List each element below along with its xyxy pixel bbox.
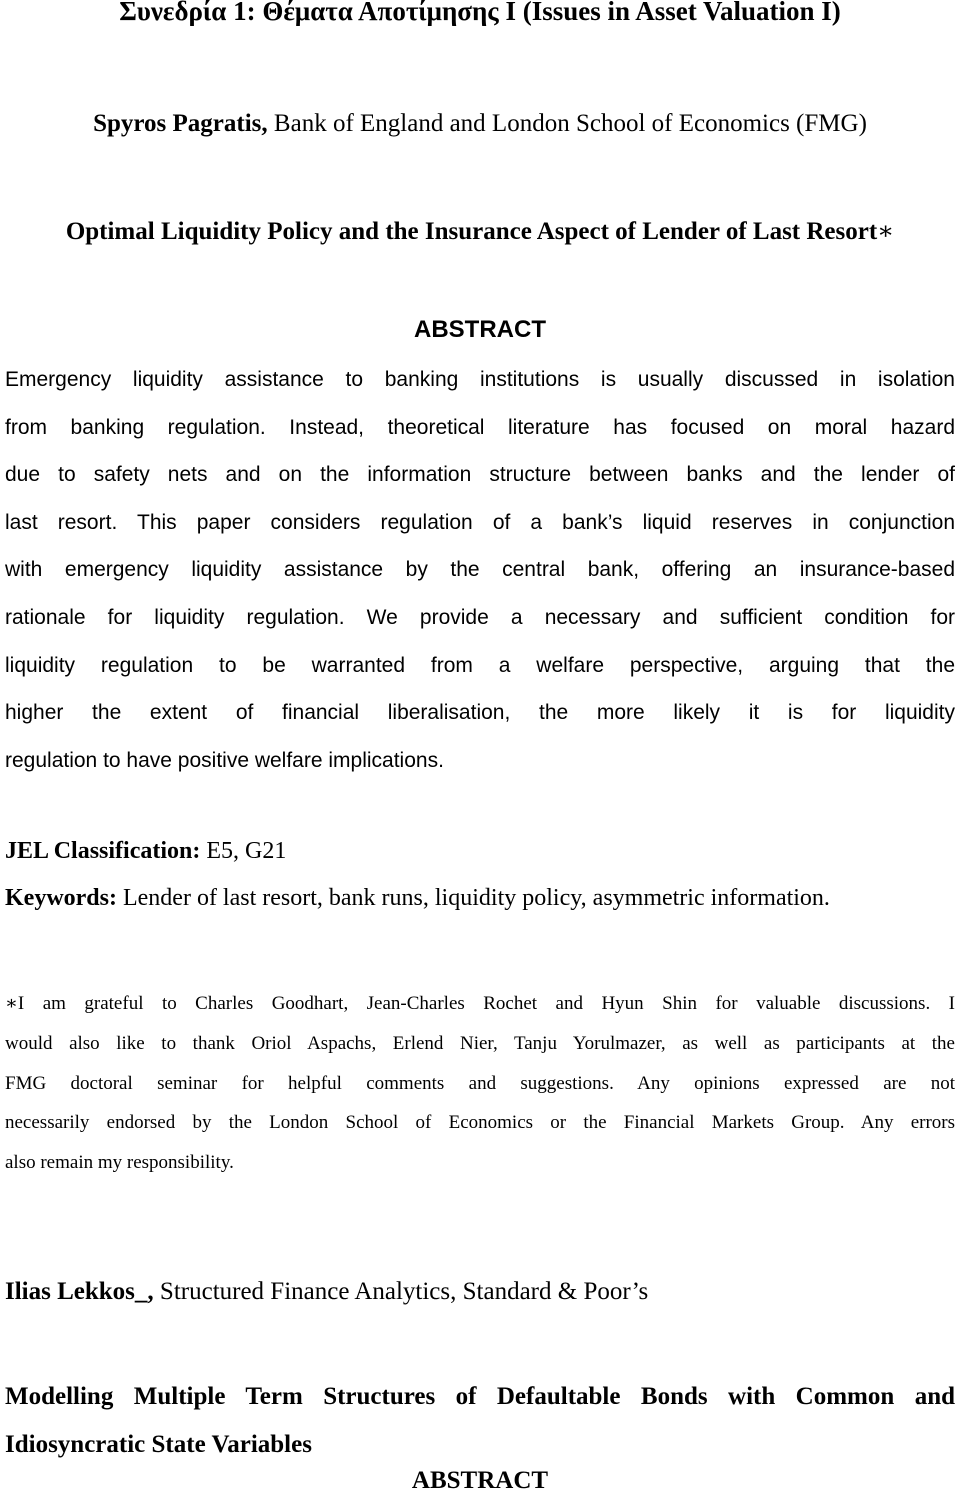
footnote-line-text: I am grateful to Charles Goodhart, Jean-Charles Rochet and Hyun Shin for valuable discussions. I [17, 993, 955, 1014]
paper1-author-line [0, 110, 960, 138]
paper1-title [0, 216, 960, 246]
keywords-label: Keywords: [5, 885, 117, 911]
abstract-line: liquidity regulation to be warranted from a welfare perspective, arguing that the [5, 653, 955, 677]
paper1-affiliation: Bank of England and London School of Economics (FMG) [267, 110, 867, 137]
paper2-author-name: Ilias Lekkos_, [5, 1278, 154, 1305]
abstract-line: rationale for liquidity regulation. We provide a necessary and sufficient condition for [5, 605, 955, 629]
jel-label: JEL Classification: [5, 838, 201, 864]
paper2-affiliation: Structured Finance Analytics, Standard & Poor’s [153, 1278, 649, 1305]
abstract-line: higher the extent of financial liberalisation, the more likely it is for liquidity [5, 701, 955, 725]
abstract-line: from banking regulation. Instead, theoretical literature has focused on moral hazard [5, 415, 955, 439]
paper2-abstract-heading: ABSTRACT [411, 1467, 549, 1494]
paper1-footnote [5, 984, 955, 1183]
abstract-line: regulation to have positive welfare implications. [5, 748, 444, 772]
paper1-abstract-body [5, 356, 955, 784]
paper2-author-line [5, 1278, 955, 1306]
paper2-title [5, 1373, 955, 1469]
session-title: Συνεδρία 1: Θέματα Αποτίμησης Ι (Issues in Asset Valuation I) [119, 0, 841, 26]
abstract-line: Emergency liquidity assistance to banking institutions is usually discussed in isolation [5, 368, 955, 391]
abstract-line: due to safety nets and on the information structure between banks and the lender of [5, 463, 955, 487]
paper2-title-line: Modelling Multiple Term Structures of Defaultable Bonds with Common and [5, 1383, 955, 1410]
paper1-title-text: Optimal Liquidity Policy and the Insurance Aspect of Lender of Last Resort [65, 218, 878, 245]
jel-value: E5, G21 [200, 838, 287, 864]
paper1-title-footnote-marker: ∗ [877, 218, 895, 245]
jel-classification [5, 838, 955, 865]
footnote-line [5, 984, 955, 1024]
paper1-author-name: Spyros Pagratis, [93, 110, 268, 137]
footnote-line: necessarily endorsed by the London School of Economics or the Financial Markets Group. Any errors [5, 1112, 955, 1134]
keywords-value: Lender of last resort, bank runs, liquidity policy, asymmetric information. [116, 885, 830, 911]
footnote-marker: ∗ [5, 993, 18, 1014]
paper1-abstract-heading: ABSTRACT [414, 316, 546, 343]
abstract-line: last resort. This paper considers regulation of a bank’s liquid reserves in conjunction [5, 510, 955, 534]
keywords [5, 885, 955, 912]
footnote-line: FMG doctoral seminar for helpful comments and suggestions. Any opinions expressed are not [5, 1072, 955, 1094]
paper2-title-line: Idiosyncratic State Variables [5, 1431, 312, 1458]
abstract-line: with emergency liquidity assistance by the central bank, offering an insurance-based [5, 558, 955, 582]
footnote-line: would also like to thank Oriol Aspachs, Erlend Nier, Tanju Yorulmazer, as well as participants at the [5, 1032, 955, 1054]
footnote-line: also remain my responsibility. [5, 1152, 234, 1174]
